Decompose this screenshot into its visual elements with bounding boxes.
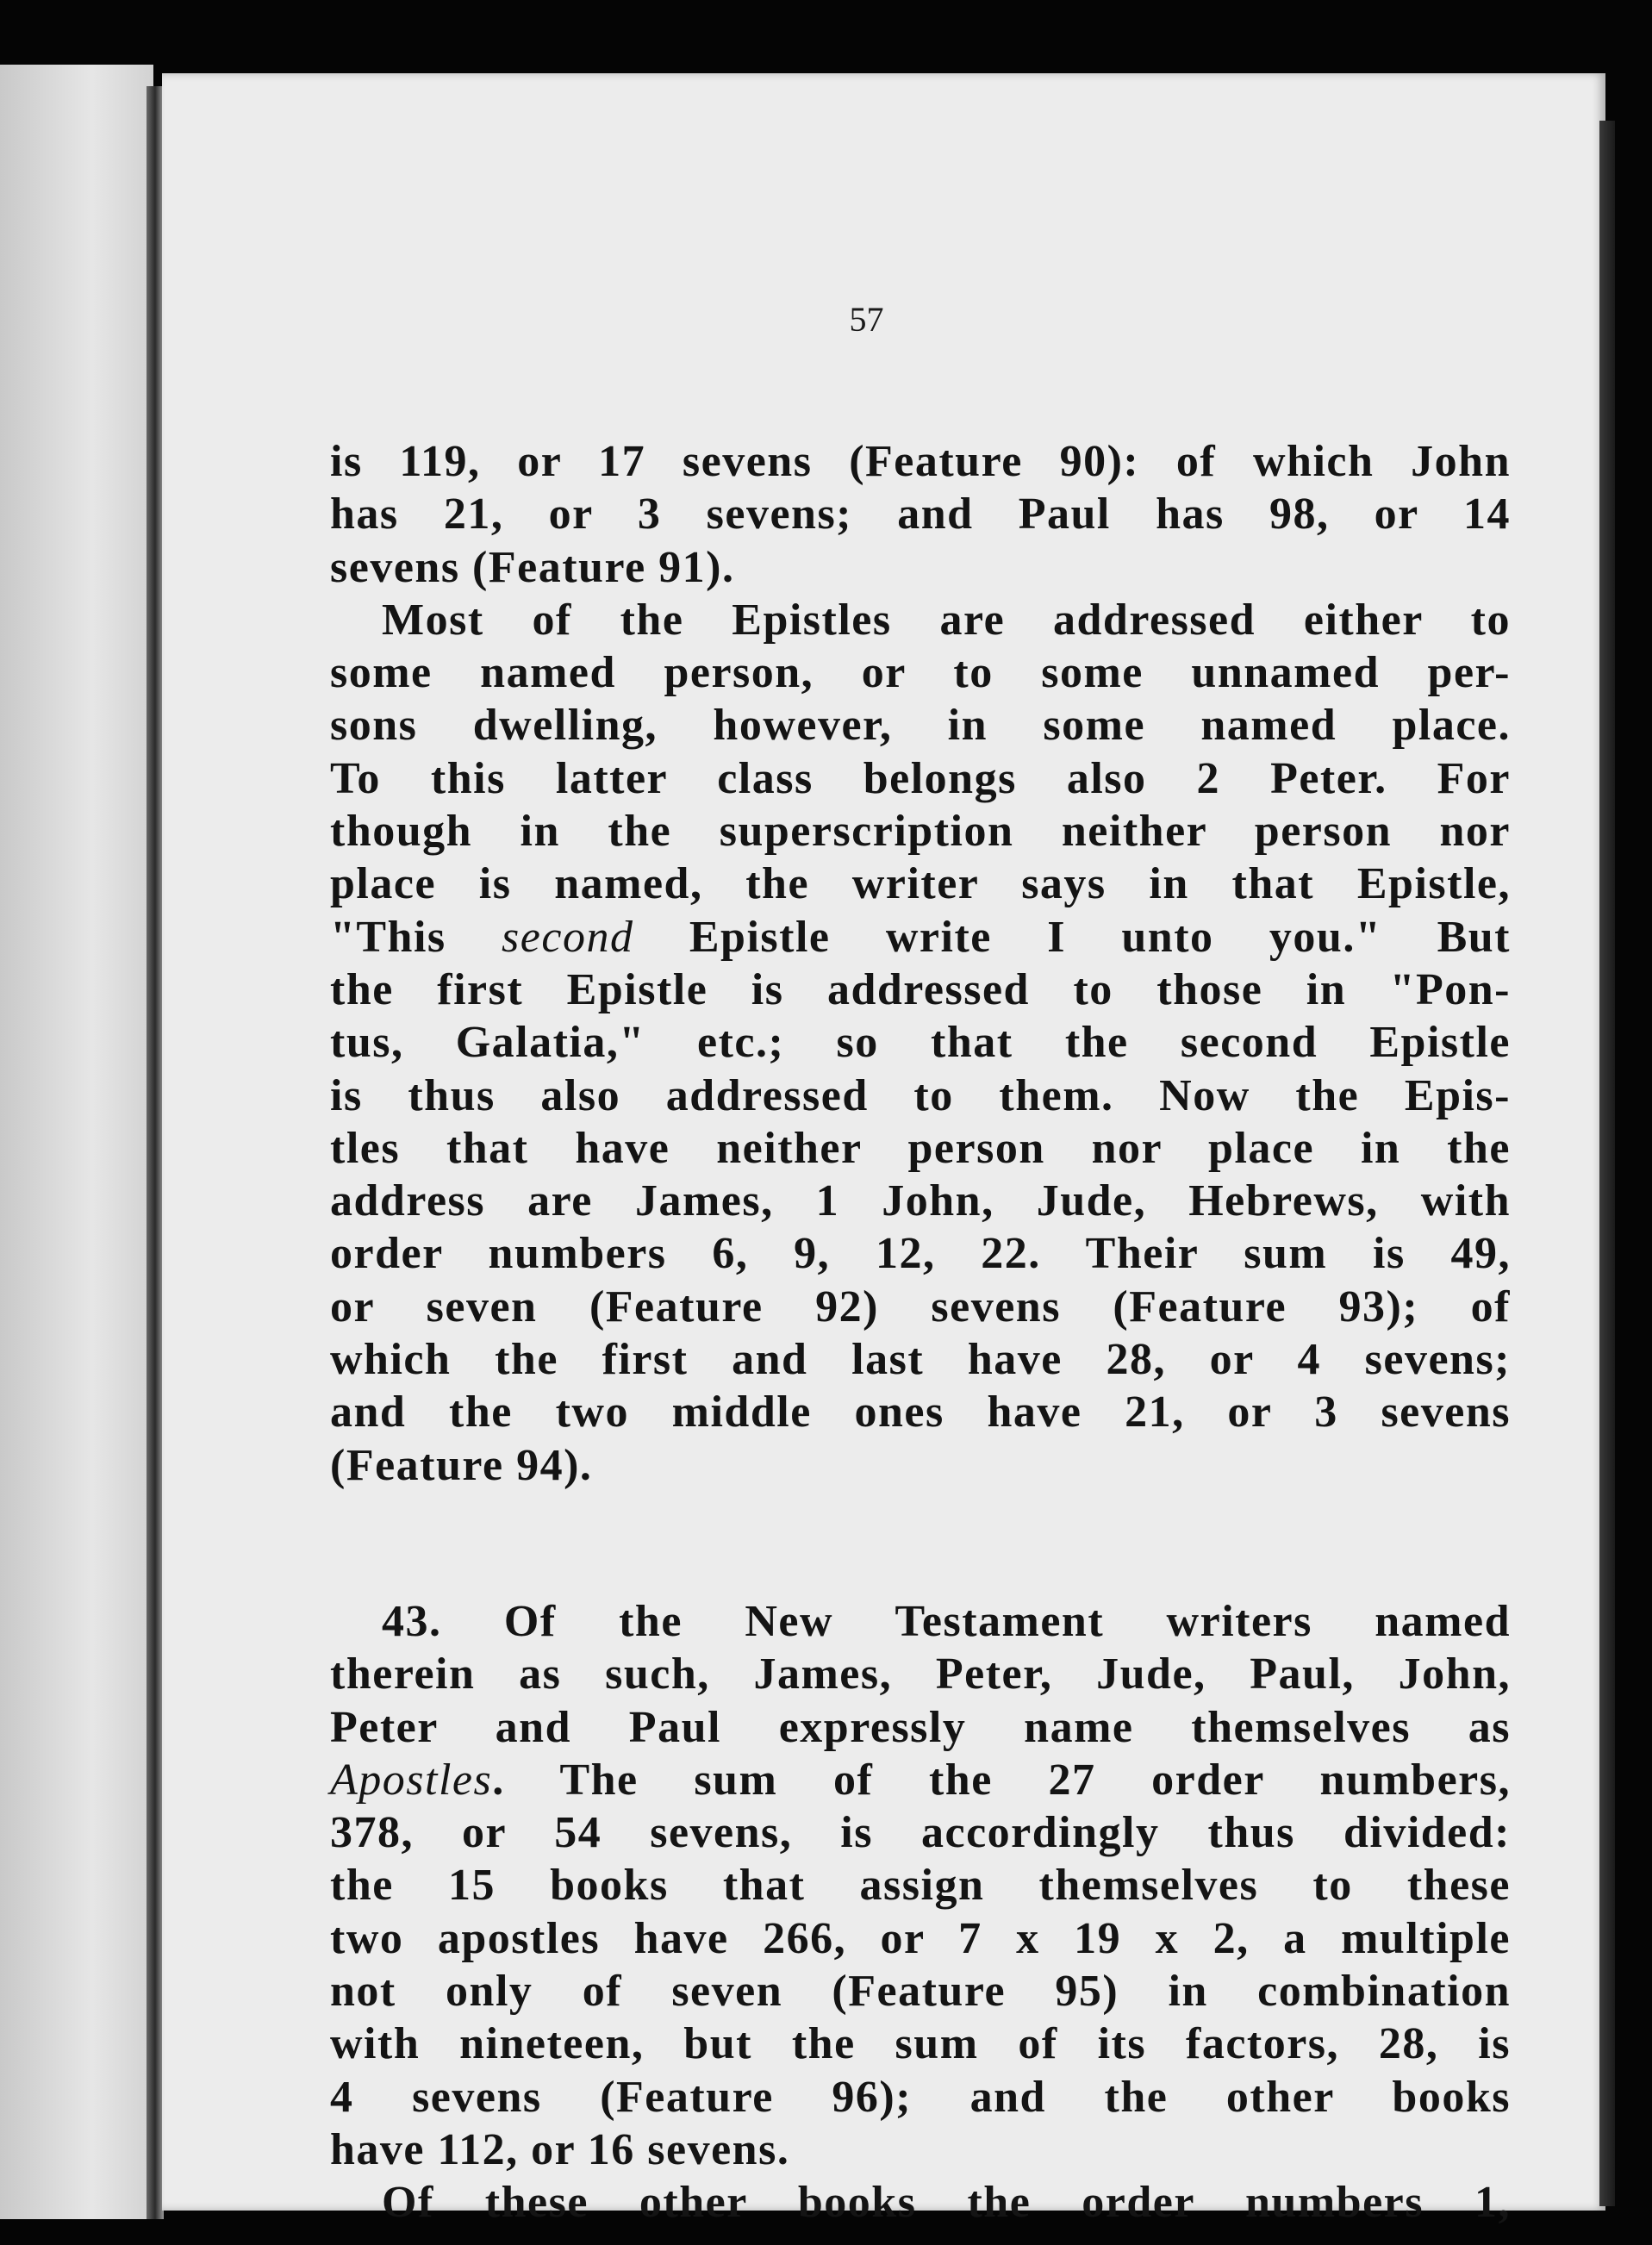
text-line: address are James, 1 John, Jude, Hebrews, with [330,1176,1511,1226]
page-number: 57 [849,300,884,339]
text-line: sons dwelling, however, in some named place. [330,701,1511,751]
text-line: not only of seven (Feature 95) in combination [330,1967,1511,2017]
text-line: order numbers 6, 9, 12, 22. Their sum is 49, [330,1229,1511,1279]
text-line: though in the superscription neither person nor [330,807,1511,857]
text-line: tles that have neither person nor place in the [330,1123,1511,1173]
text-segment: "This [330,912,502,962]
text-line: has 21, or 3 sevens; and Paul has 98, or 14 [330,490,1511,539]
text-line: or seven (Feature 92) sevens (Feature 93); of [330,1282,1511,1331]
text-segment: . The sum of the 27 order numbers, [492,1755,1511,1805]
text-line: Peter and Paul expressly name themselves as [330,1702,1511,1752]
text-line-with-italic [330,911,1511,963]
text-line: (Feature 94). [330,1440,593,1490]
italic-word: Apostles [330,1755,493,1805]
text-line: the 15 books that assign themselves to these [330,1861,1511,1911]
text-line: tus, Galatia," etc.; so that the second Epistle [330,1018,1511,1068]
text-line: have 112, or 16 sevens. [330,2124,790,2174]
book-gutter [146,86,164,2219]
text-line-with-italic [330,1754,1511,1806]
text-line: with nineteen, but the sum of its factors, 28, is [330,2019,1511,2069]
italic-word: second [502,912,634,962]
text-line: is thus also addressed to them. Now the Epis- [330,1070,1511,1120]
page-body-text [330,435,1511,2229]
text-line: therein as such, James, Peter, Jude, Paul, John, [330,1649,1511,1699]
text-line: 378, or 54 sevens, is accordingly thus divided: [330,1808,1511,1858]
facing-page-edge [0,65,153,2219]
text-line: place is named, the writer says in that Epistle, [330,859,1511,909]
text-line: some named person, or to some unnamed per- [330,648,1511,698]
book-page [162,73,1605,2228]
text-segment: Epistle write I unto you." But [633,912,1511,962]
section-heading-line: 43. Of the New Testament writers named [382,1596,1511,1646]
page-right-edge [1599,121,1615,2206]
text-line: and the two middle ones have 21, or 3 sevens [330,1388,1511,1437]
text-line: the first Epistle is addressed to those in "Pon- [330,964,1511,1014]
text-line: Of these other books the order numbers 1, [382,2178,1511,2228]
text-line: two apostles have 266, or 7 x 19 x 2, a multiple [330,1913,1511,1963]
text-line: is 119, or 17 sevens (Feature 90): of which John [330,437,1511,486]
section-gap [330,1492,1511,1595]
text-line: To this latter class belongs also 2 Peter. For [330,753,1511,803]
text-line: sevens (Feature 91). [330,542,735,592]
text-line: which the first and last have 28, or 4 sevens; [330,1335,1511,1385]
text-line: 4 sevens (Feature 96); and the other books [330,2072,1511,2122]
text-line: Most of the Epistles are addressed either to [382,595,1511,645]
